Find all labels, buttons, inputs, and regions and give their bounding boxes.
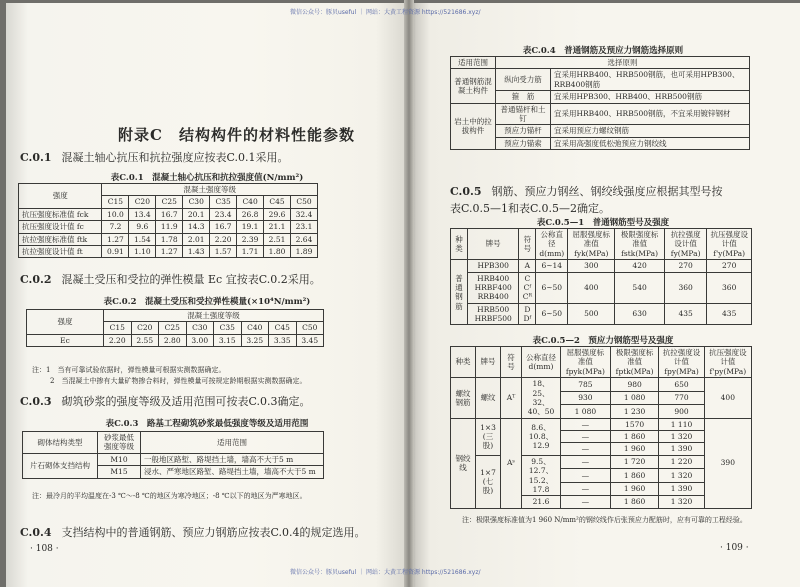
table-row: — 1 960 1 390 <box>451 443 752 455</box>
table-c03-caption: 表C.0.3 路基工程砌筑砂浆最低强度等级及适用范围 <box>105 419 309 429</box>
table-c04: 适用范围 选择原则 普通钢筋混凝土构件 纵向受力筋 宜采用HRB400、HRB500钢筋，也可采用HPB300、RRB400钢筋 箍 筋 宜采用HPB300、HRB400、HRB500钢筋 岩土中的拉拔构件 普通锚杆和土钉 宜采用HRB400、HRB500钢筋，不宜采用镀锌钢材 预应力锚杆 宜采用预应力螺纹钢筋 预应力锚索 宜采用高强度低松弛预应力钢绞线 <box>450 56 750 150</box>
left-page <box>6 3 408 587</box>
table-row: — 1 960 1 390 <box>451 482 752 496</box>
table-row: 预应力锚索 宜采用高强度低松弛预应力钢绞线 <box>451 137 750 149</box>
book-spine <box>404 0 414 587</box>
appendix-title: 附录C 结构构件的材料性能参数 <box>118 126 355 144</box>
table-c02: 强度 混凝土强度等级 C15 C20 C25 C30 C35 C40 C45 C50 Ec 2.20 2.55 2.80 3.00 3.15 3.25 3.35 3.45 <box>26 309 324 347</box>
clause-c05-cont: 表C.0.5—1和表C.0.5—2确定。 <box>450 202 611 215</box>
page-number-right: · 109 · <box>720 543 749 553</box>
table-c051-caption: 表C.0.5—1 普通钢筋型号及强度 <box>536 218 670 228</box>
table-c04-caption: 表C.0.4 普通钢筋及预应力钢筋选择原则 <box>522 46 684 56</box>
table-row: 预应力锚杆 宜采用预应力螺纹钢筋 <box>451 125 750 137</box>
table-row: 抗压强度设计值 fc 7.2 9.6 11.9 14.3 16.7 19.1 21.1 23.1 <box>19 221 318 233</box>
table-row: 1×7 (七股) 9.5、12.7、15.2、17.8 — 1 720 1 220 <box>451 455 752 469</box>
table-row: 1 080 1 230 900 <box>451 405 752 419</box>
clause-c05: C.0.5 钢筋、预应力钢丝、钢绞线强度应根据其型号按 <box>450 185 723 198</box>
table-row: 普通钢筋混凝土构件 纵向受力筋 宜采用HRB400、HRB500钢筋，也可采用HPB300、RRB400钢筋 <box>451 69 750 91</box>
table-c052-caption: 表C.0.5—2 预应力钢筋型号及强度 <box>532 336 674 346</box>
table-row: 21.6 — 1 860 1 320 <box>451 496 752 508</box>
table-c03-note: 注：最冷月的平均温度在-3 ℃～-8 ℃的地区为寒冷地区；-8 ℃以下的地区为严寒地区。 <box>32 492 307 500</box>
table-c02-caption: 表C.0.2 混凝土受压和受拉弹性模量(×10⁴N/mm²) <box>103 297 311 307</box>
clause-c03: C.0.3 砌筑砂浆的强度等级及适用范围可按表C.0.3确定。 <box>20 395 311 408</box>
table-c02-notes: 注：1 当有可靠试验依据时，弹性模量可根据实测数据确定。 2 当混凝土中掺有大量矿物掺合料时，弹性模量可按规定龄期根据实测数据确定。 <box>32 366 307 386</box>
table-row: 普通钢筋 HPB300 A 6~14 300 420 270 270 <box>451 260 752 272</box>
page-number-left: · 108 · <box>30 544 59 554</box>
table-c01: 强度 混凝土强度等级 C15 C20 C25 C30 C35 C40 C45 C50 抗压强度标准值 fck 10.0 13.4 16.7 20.1 23.4 26.8 29.6 32.4 抗压强度设计值 fc 7.2 9.6 11.9 14.3 16.7 19.1 21.1 23.1 抗拉强度标准值 ftk 1.27 1.54 1.78 2.01 2.20 2.39 2.51 2.64 抗拉强度设计值 ft 0.91 1.10 1.27 1.43 1.57 1.71 1.80 1.89 <box>18 183 318 258</box>
table-c052: 种类 牌号 符号 公称直径 d(mm) 屈服强度标准值 fpyk(MPa) 极限强度标准值 fptk(MPa) 抗拉强度设计值 fpy(MPa) 抗压强度设计值 f'py(MPa) 螺纹钢筋 螺纹 Aᵀ 18、25、32、40、50 785 980 650 400 930 1 080 770 1 080 1 230 900 钢绞线 1×3 (三股) Aˢ 8.6、10.8、12.9 — 1570 1 110 390 — 1 860 1 320 — 1 960 1 390 1×7 (七股) 9.5、12.7、15.2、17.8 — 1 720 1 220 — 1 860 1 320 — 1 960 1 390 21.6 — 1 860 1 320 <box>450 346 752 509</box>
table-row: HRB400 HRBF400 RRB400 C Cᶠ Cᴿ 6~50 400 540 360 360 <box>451 272 752 303</box>
table-c01-caption: 表C.0.1 混凝土轴心抗压和抗拉强度值(N/mm²) <box>110 173 304 183</box>
right-page <box>408 3 800 587</box>
watermark-top: 微信公众号：豚贝useful ｜ 网站：大黄工程资源 https://521686.xyz/ <box>290 9 481 16</box>
table-row: 抗拉强度设计值 ft 0.91 1.10 1.27 1.43 1.57 1.71 1.80 1.89 <box>19 245 318 257</box>
clause-c01: C.0.1 混凝土轴心抗压和抗拉强度应按表C.0.1采用。 <box>20 151 289 164</box>
table-row: — 1 860 1 320 <box>451 431 752 443</box>
table-row: 箍 筋 宜采用HPB300、HRB400、HRB500钢筋 <box>451 91 750 103</box>
table-row: HRB500 HRBF500 D Dᶠ 6~50 500 630 435 435 <box>451 303 752 325</box>
table-row: 930 1 080 770 <box>451 391 752 405</box>
clause-c02: C.0.2 混凝土受压和受拉的弹性模量 Ec 宜按表C.0.2采用。 <box>20 273 321 286</box>
clause-c04: C.0.4 支挡结构中的普通钢筋、预应力钢筋应按表C.0.4的规定选用。 <box>20 526 366 539</box>
table-row: 抗拉强度标准值 ftk 1.27 1.54 1.78 2.01 2.20 2.39 2.51 2.64 <box>19 233 318 245</box>
table-row: 片石砌体支挡结构 M10 一般地区路堑、路堤挡土墙，墙高不大于5 m <box>23 453 324 465</box>
table-row: 钢绞线 1×3 (三股) Aˢ 8.6、10.8、12.9 — 1570 1 110 390 <box>451 418 752 430</box>
table-row: M15 浸水、严寒地区路堑、路堤挡土墙，墙高不大于5 m <box>23 466 324 478</box>
table-row: 螺纹钢筋 螺纹 Aᵀ 18、25、32、40、50 785 980 650 400 <box>451 378 752 392</box>
table-row: 抗压强度标准值 fck 10.0 13.4 16.7 20.1 23.4 26.8 29.6 32.4 <box>19 208 318 220</box>
table-c052-note: 注：极限强度标准值为1 960 N/mm²的钢绞线作后张预应力配筋时，应有可靠的工程经验。 <box>462 516 747 524</box>
table-row: Ec 2.20 2.55 2.80 3.00 3.15 3.25 3.35 3.45 <box>27 334 324 346</box>
table-row: — 1 860 1 320 <box>451 469 752 483</box>
table-row: 岩土中的拉拔构件 普通锚杆和土钉 宜采用HRB400、HRB500钢筋，不宜采用镀锌钢材 <box>451 103 750 125</box>
watermark-bottom: 微信公众号：豚贝useful ｜ 网站：大黄工程资源 https://521686.xyz/ <box>290 569 481 576</box>
table-c051: 种类 牌号 符号 公称直径 d(mm) 屈服强度标准值 fyk(MPa) 极限强度标准值 fstk(MPa) 抗拉强度设计值 fy(MPa) 抗压强度设计值 f'y(MPa) 普通钢筋 HPB300 A 6~14 300 420 270 270 HRB400 HRBF400 RRB400 C Cᶠ Cᴿ 6~50 400 540 360 360 HRB500 HRBF500 D Dᶠ 6~50 500 630 435 435 <box>450 228 752 325</box>
table-c03: 砌体结构类型 砂浆最低强度等级 适用范围 片石砌体支挡结构 M10 一般地区路堑、路堤挡土墙，墙高不大于5 m M15 浸水、严寒地区路堑、路堤挡土墙，墙高不大于5 m <box>22 431 324 479</box>
